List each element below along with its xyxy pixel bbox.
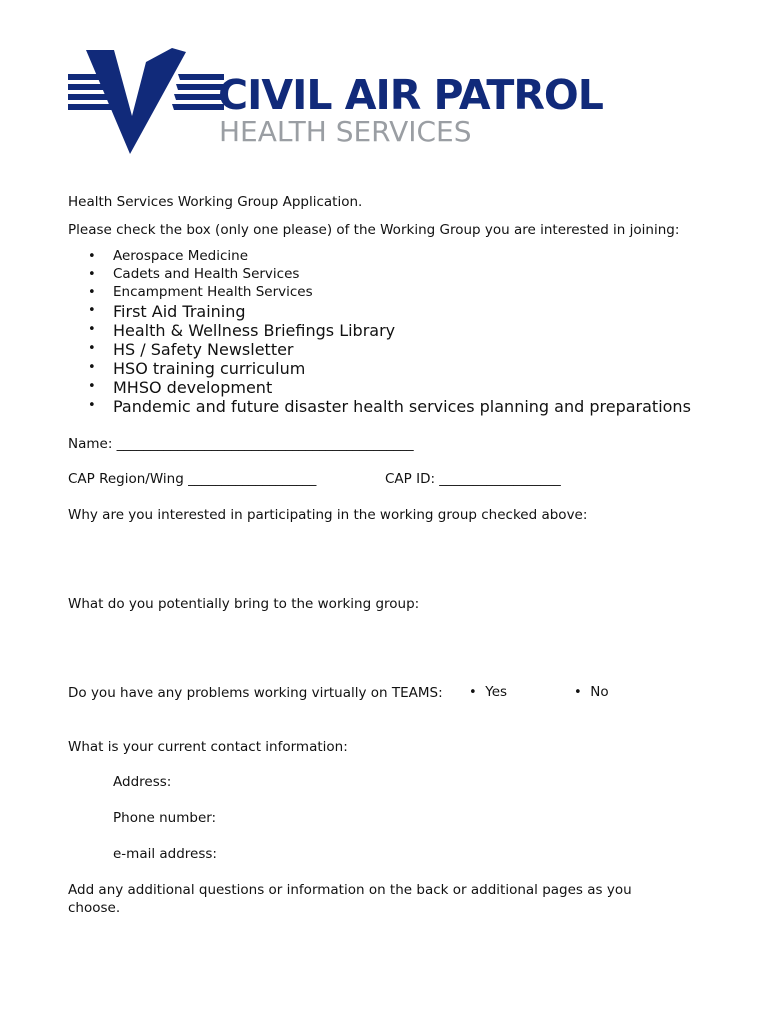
question-bring: What do you potentially bring to the working group: [68, 596, 420, 612]
name-field[interactable]: Name: ____________________________________________ [68, 436, 414, 452]
form-instruction: Please check the box (only one please) of the Working Group you are interested in joining: [68, 222, 680, 238]
form-title: Health Services Working Group Application. [68, 194, 363, 210]
footer-note-line1: Add any additional questions or information on the back or additional pages as you [68, 882, 632, 898]
logo-title: CIVIL AIR PATROL [218, 71, 603, 119]
question-contact: What is your current contact information: [68, 739, 348, 755]
logo-subtitle: HEALTH SERVICES [219, 115, 472, 148]
question-teams: Do you have any problems working virtually on TEAMS: [68, 685, 443, 701]
teams-no-option[interactable]: • No [574, 684, 609, 700]
phone-field[interactable]: Phone number: [113, 810, 217, 826]
bullet-icon: • [574, 685, 582, 700]
question-why: Why are you interested in participating in the working group checked above: [68, 507, 588, 523]
email-field[interactable]: e-mail address: [113, 846, 217, 862]
cap-id-field[interactable]: CAP ID: __________________ [385, 471, 561, 487]
footer-note-line2: choose. [68, 900, 121, 916]
teams-yes-option[interactable]: • Yes [469, 684, 508, 700]
bullet-icon: • [469, 685, 477, 700]
region-wing-field[interactable]: CAP Region/Wing ___________________ [68, 471, 317, 487]
address-field[interactable]: Address: [113, 774, 172, 790]
